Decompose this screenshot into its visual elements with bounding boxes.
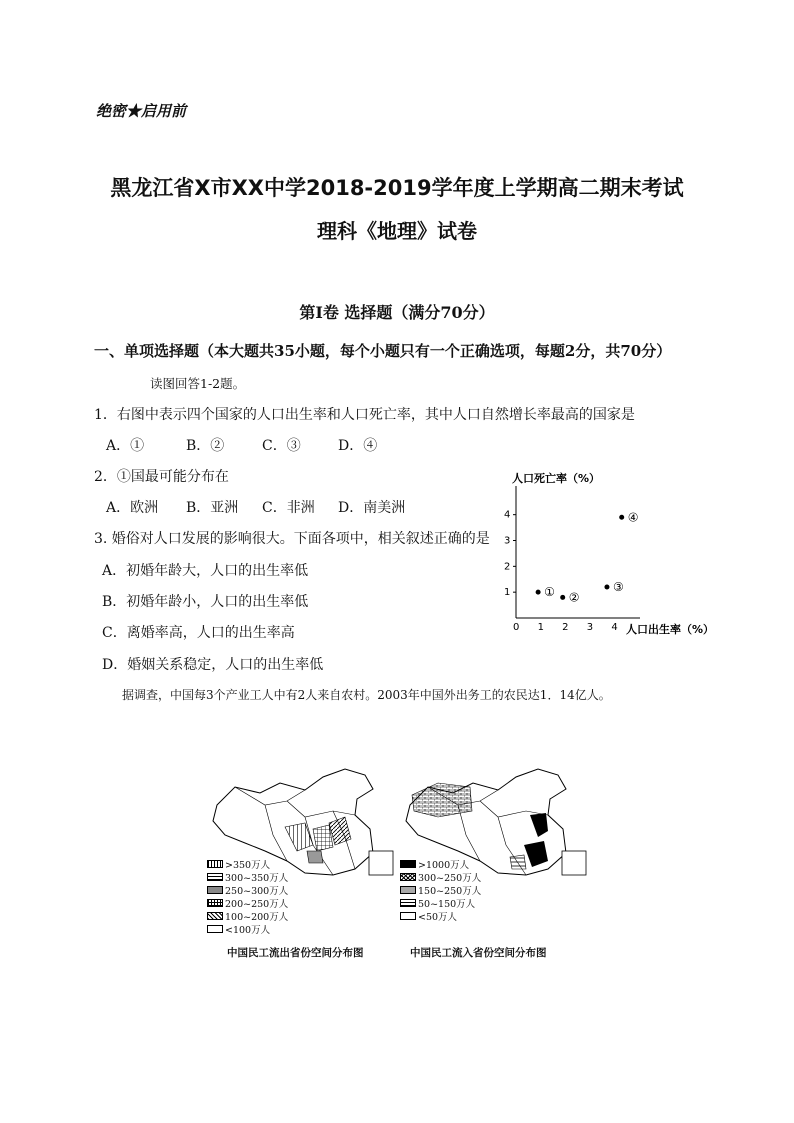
- legend-swatch: [207, 886, 223, 894]
- data-point-label: ③: [612, 580, 624, 594]
- legend-label: 300~250万人: [418, 872, 482, 884]
- legend-label: >350万人: [225, 859, 271, 871]
- data-point: [536, 590, 541, 595]
- question-3-option-c: C．离婚率高，人口的出生率高: [102, 625, 295, 641]
- legend-label: 250~300万人: [225, 885, 289, 897]
- question-2-stem: 2．①国最可能分布在: [94, 469, 229, 485]
- option-c: C．非洲: [262, 500, 315, 516]
- legend-item: [400, 896, 481, 909]
- option-d: D．④: [338, 438, 378, 454]
- legend-item: [400, 857, 481, 870]
- question-2-options: [106, 497, 405, 517]
- exam-title: 黑龙江省X市XX中学2018-2019学年度上学期高二期末考试: [110, 176, 684, 200]
- legend-swatch: [207, 899, 223, 907]
- legend-swatch: [400, 860, 416, 868]
- legend-item: [207, 922, 288, 935]
- y-axis-label: 人口死亡率（%）: [512, 472, 601, 485]
- y-tick-label: 3: [504, 535, 511, 547]
- question-1-stem: 1．右图中表示四个国家的人口出生率和人口死亡率，其中人口自然增长率最高的国家是: [94, 407, 635, 423]
- option-c: C．③: [262, 438, 301, 454]
- option-a: A．①: [106, 438, 145, 454]
- inflow-map-caption: 中国民工流入省份空间分布图: [410, 947, 547, 959]
- legend-swatch: [400, 899, 416, 907]
- x-tick-label: 3: [586, 622, 594, 633]
- legend-item: [207, 870, 288, 883]
- inflow-legend: [400, 857, 481, 922]
- x-tick-label: 2: [562, 622, 569, 633]
- legend-label: 150~250万人: [418, 885, 482, 897]
- legend-label: 200~250万人: [225, 898, 289, 910]
- x-tick-label: 0: [513, 622, 520, 633]
- inflow-map: [398, 765, 588, 959]
- option-b: B．②: [186, 438, 225, 454]
- part-title: 一、单项选择题（本大题共35小题，每个小题只有一个正确选项，每题2分，共70分）: [94, 342, 672, 360]
- question-1-options: [106, 435, 377, 455]
- x-tick-label: 1: [537, 622, 544, 633]
- legend-item: [400, 870, 481, 883]
- question-3-option-d: D．婚姻关系稳定，人口的出生率低: [102, 657, 324, 673]
- x-axis-label: 人口出生率（%）: [626, 623, 715, 636]
- option-a: A．欧洲: [106, 500, 159, 516]
- legend-item: [400, 883, 481, 896]
- secret-mark: 绝密★启用前: [96, 102, 187, 120]
- legend-swatch: [400, 912, 416, 920]
- legend-label: <100万人: [225, 924, 271, 936]
- legend-item: [400, 909, 481, 922]
- legend-item: [207, 909, 288, 922]
- option-b: B．亚洲: [186, 500, 239, 516]
- option-d: D．南美洲: [338, 500, 406, 516]
- legend-label: 50~150万人: [418, 898, 476, 910]
- legend-swatch: [207, 912, 223, 920]
- outflow-map: [205, 765, 395, 959]
- intro-reading: 读图回答1-2题。: [150, 376, 246, 391]
- y-tick-label: 1: [504, 587, 511, 599]
- y-tick-label: 2: [504, 561, 511, 573]
- data-point-label: ④: [627, 510, 639, 525]
- legend-label: >1000万人: [418, 859, 470, 871]
- scatter-chart: [490, 470, 730, 645]
- legend-swatch: [207, 873, 223, 881]
- question-3-option-a: A．初婚年龄大，人口的出生率低: [102, 563, 309, 579]
- legend-item: [207, 883, 288, 896]
- outflow-legend: [207, 857, 288, 935]
- section-title: 第Ⅰ卷 选择题（满分70分）: [299, 303, 495, 322]
- exam-subtitle: 理科《地理》试卷: [317, 219, 477, 243]
- x-tick-label: 4: [611, 622, 618, 633]
- y-tick-label: 4: [504, 509, 511, 521]
- intro-survey: 据调查，中国每3个产业工人中有2人来自农村。2003年中国外出务工的农民达1．14亿人。: [122, 688, 611, 702]
- question-3-stem: 3. 婚俗对人口发展的影响很大。下面各项中，相关叙述正确的是: [94, 531, 490, 547]
- data-point: [619, 515, 624, 520]
- legend-label: 300~350万人: [225, 872, 289, 884]
- data-point-label: ①: [544, 585, 555, 600]
- legend-swatch: [400, 873, 416, 881]
- legend-label: <50万人: [418, 911, 458, 923]
- legend-swatch: [207, 860, 223, 868]
- legend-item: [207, 857, 288, 870]
- legend-swatch: [207, 925, 223, 933]
- legend-swatch: [400, 886, 416, 894]
- legend-label: 100~200万人: [225, 911, 289, 923]
- question-3-option-b: B．初婚年龄小，人口的出生率低: [102, 594, 309, 610]
- data-point: [604, 585, 609, 590]
- data-point-label: ②: [568, 590, 580, 605]
- legend-item: [207, 896, 288, 909]
- outflow-map-caption: 中国民工流出省份空间分布图: [227, 947, 364, 959]
- data-point: [560, 595, 565, 600]
